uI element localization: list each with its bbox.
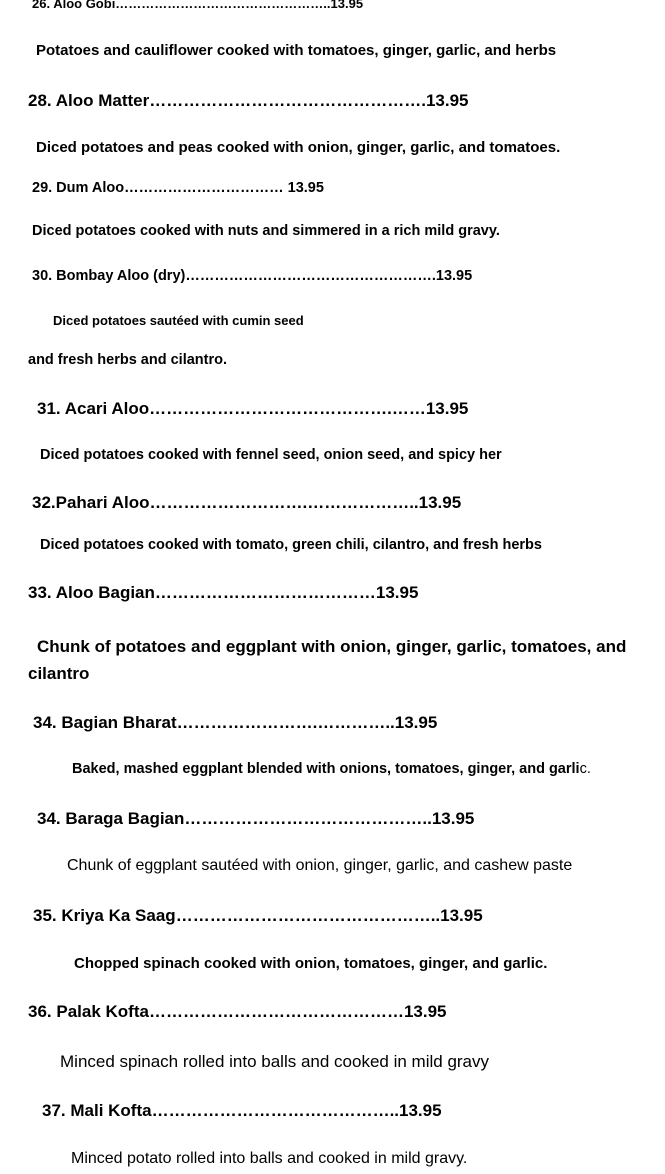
menu-item-28-title: 28. Aloo Matter………………………………………….13.95 (28, 91, 469, 110)
menu-item-30-description-line-2: and fresh herbs and cilantro. (28, 352, 228, 368)
menu-item-37-title: 37. Mali Kofta……………………………………..13.95 (42, 1101, 442, 1120)
menu-item-34-bagian-bharat-title: 34. Bagian Bharat…………………….…………..13.95 (33, 713, 438, 732)
menu-item-31-title: 31. Acari Aloo…………………………………….……13.95 (37, 399, 469, 418)
menu-item-26-title: 26. Aloo Gobi…………………………………………..13.95 (32, 0, 364, 11)
menu-item-34-bagian-bharat-description (72, 761, 591, 777)
description-main-text: Baked, mashed eggplant blended with onions, tomatoes, ginger, and garli (72, 761, 580, 777)
description-tail-text: c. (579, 761, 591, 777)
menu-item-30-description-line-1: Diced potatoes sautéed with cumin seed (53, 313, 304, 328)
menu-item-34-baraga-bagian-title: 34. Baraga Bagian……………………………………..13.95 (37, 809, 475, 828)
menu-item-33-description: Chunk of potatoes and eggplant with onion, ginger, garlic, tomatoes, and cilantro (28, 637, 627, 683)
menu-item-29-title: 29. Dum Aloo…………………………… 13.95 (32, 180, 324, 196)
menu-item-26-description: Potatoes and cauliflower cooked with tomatoes, ginger, garlic, and herbs (36, 42, 557, 59)
menu-item-30-title: 30. Bombay Aloo (dry)…………………………………………….13.95 (32, 268, 473, 284)
menu-item-37-description: Minced potato rolled into balls and cooked in mild gravy. (71, 1150, 468, 1167)
menu-item-29-description: Diced potatoes cooked with nuts and simmered in a rich mild gravy. (32, 223, 500, 239)
menu-item-33-title: 33. Aloo Bagian…………………………………13.95 (28, 583, 419, 602)
menu-item-35-title: 35. Kriya Ka Saag………………………………………..13.95 (33, 906, 483, 925)
menu-item-28-description: Diced potatoes and peas cooked with onion, ginger, garlic, and tomatoes. (36, 139, 561, 156)
menu-item-32-description: Diced potatoes cooked with tomato, green chili, cilantro, and fresh herbs (40, 537, 542, 553)
menu-item-36-title: 36. Palak Kofta………………………………………13.95 (28, 1002, 447, 1021)
menu-item-35-description: Chopped spinach cooked with onion, tomatoes, ginger, and garlic. (74, 955, 548, 972)
menu-item-31-description: Diced potatoes cooked with fennel seed, onion seed, and spicy her (40, 447, 502, 463)
menu-item-32-title: 32.Pahari Aloo……………………….………………..13.95 (32, 493, 462, 512)
menu-item-36-description: Minced spinach rolled into balls and cooked in mild gravy (60, 1052, 490, 1071)
menu-item-34-baraga-bagian-description: Chunk of eggplant sautéed with onion, ginger, garlic, and cashew paste (67, 857, 573, 874)
